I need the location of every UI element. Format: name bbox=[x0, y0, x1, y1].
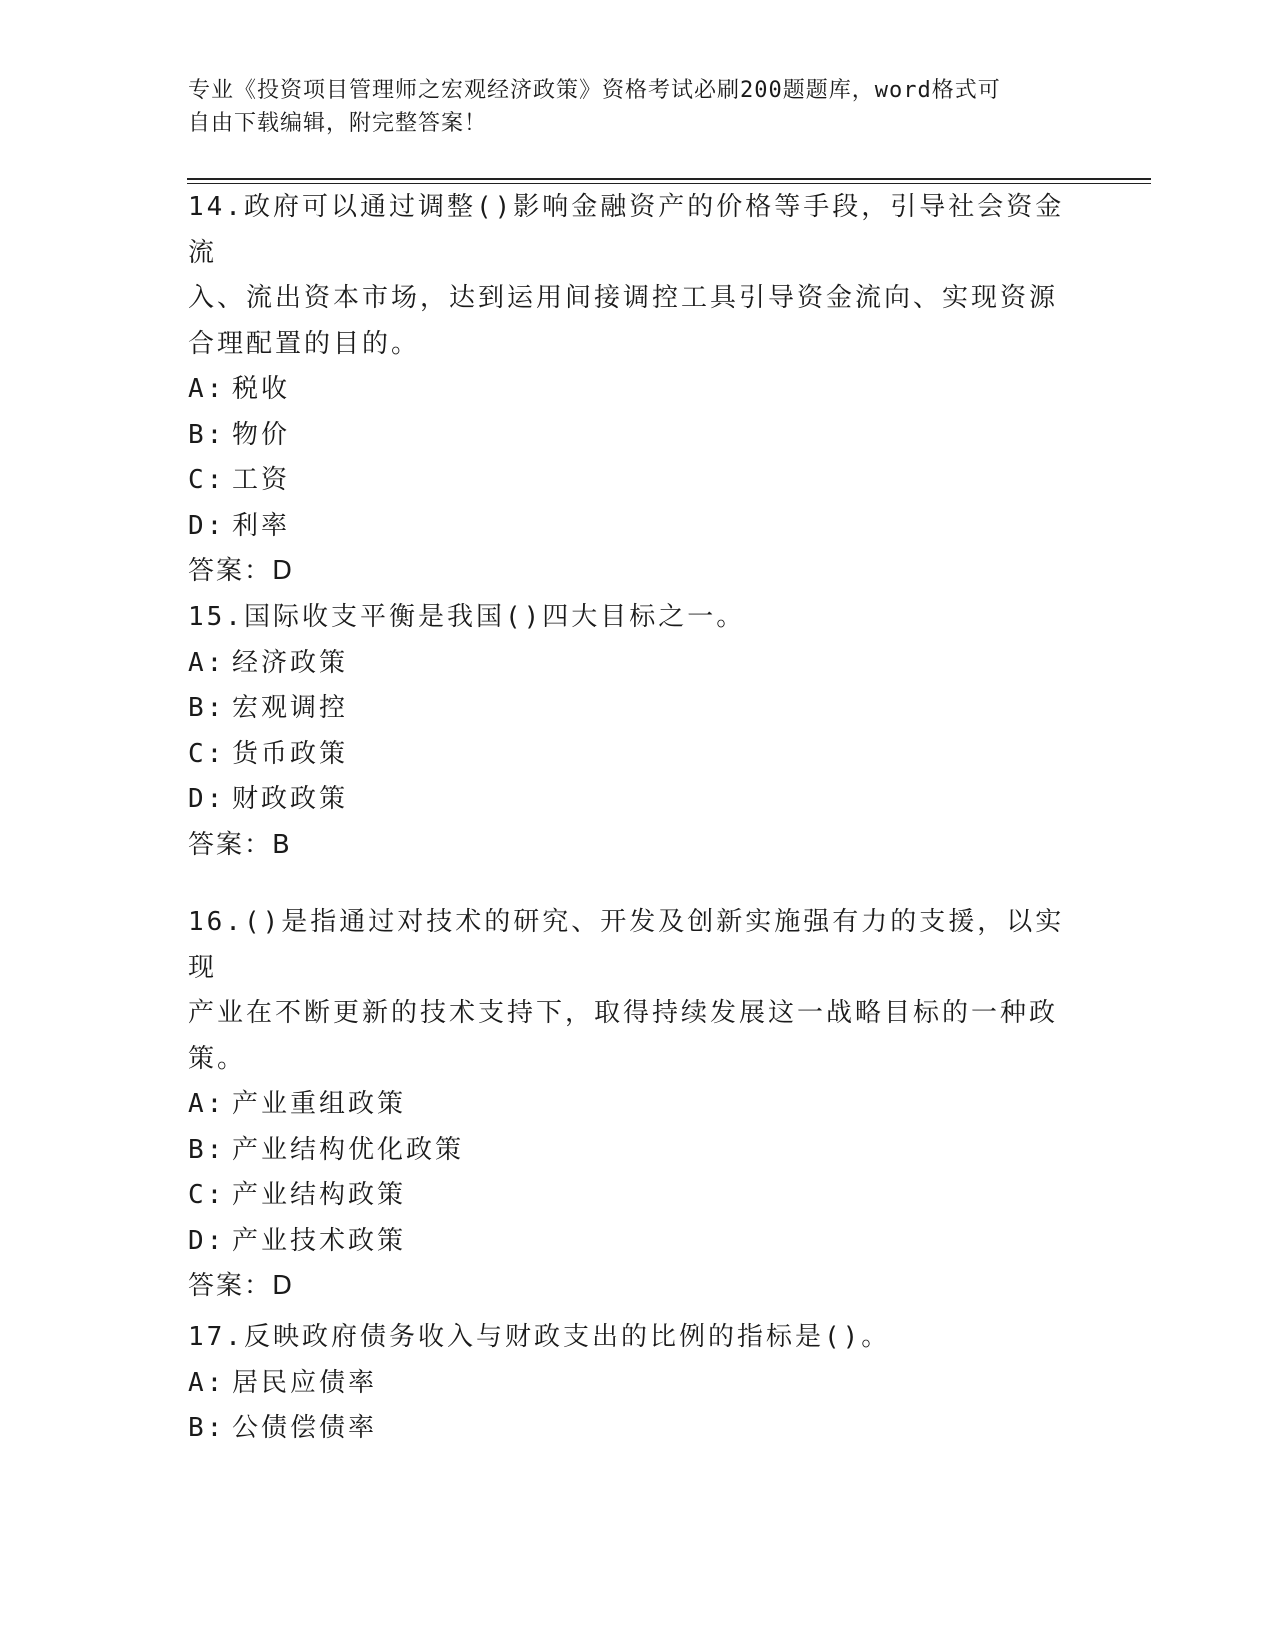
option-a bbox=[188, 1082, 1088, 1128]
option-text: 产业结构政策 bbox=[232, 1180, 407, 1210]
question-stem-line: 产业在不断更新的技术支持下，取得持续发展这一战略目标的一种政 bbox=[188, 998, 1059, 1028]
option-text: 产业技术政策 bbox=[232, 1225, 407, 1256]
option-a bbox=[188, 641, 1088, 687]
question-14 bbox=[188, 185, 1088, 595]
option-label: A: bbox=[188, 1367, 226, 1398]
option-c bbox=[188, 1173, 1088, 1219]
option-label: B: bbox=[188, 1413, 226, 1443]
option-text: 税收 bbox=[232, 374, 291, 404]
question-stem-line: 15.国际收支平衡是我国()四大目标之一。 bbox=[188, 602, 746, 632]
option-text: 利率 bbox=[232, 510, 291, 541]
option-label: D: bbox=[188, 784, 226, 814]
answer: 答案：D bbox=[188, 556, 295, 586]
header-divider-thin bbox=[187, 183, 1151, 184]
document-header bbox=[188, 74, 1068, 140]
option-label: B: bbox=[188, 1134, 226, 1165]
option-text: 财政政策 bbox=[232, 784, 349, 814]
option-c bbox=[188, 458, 1088, 504]
question-stem-line: 17.反映政府债务收入与财政支出的比例的指标是()。 bbox=[188, 1322, 891, 1352]
option-a bbox=[188, 1361, 1088, 1407]
option-label: B: bbox=[188, 693, 226, 723]
header-line-2: 自由下载编辑，附完整答案！ bbox=[188, 111, 488, 136]
question-16 bbox=[188, 900, 1088, 1310]
option-text: 宏观调控 bbox=[232, 693, 349, 723]
answer: 答案：D bbox=[188, 1271, 295, 1301]
option-text: 居民应债率 bbox=[232, 1367, 378, 1398]
option-b bbox=[188, 686, 1088, 732]
question-17 bbox=[188, 1315, 1088, 1452]
option-label: B: bbox=[188, 419, 226, 450]
option-text: 工资 bbox=[232, 465, 291, 495]
answer: 答案：B bbox=[188, 829, 292, 860]
question-stem-line: 14.政府可以通过调整()影响金融资产的价格等手段，引导社会资金流 bbox=[188, 192, 1065, 268]
option-label: D: bbox=[188, 1225, 226, 1256]
option-label: A: bbox=[188, 1089, 226, 1119]
question-15 bbox=[188, 595, 1088, 868]
option-d bbox=[188, 504, 1088, 550]
question-stem-line: 策。 bbox=[188, 1043, 247, 1074]
option-b bbox=[188, 1406, 1088, 1452]
option-text: 产业重组政策 bbox=[232, 1089, 407, 1119]
option-a bbox=[188, 367, 1088, 413]
question-stem-line: 16.()是指通过对技术的研究、开发及创新实施强有力的支援，以实现 bbox=[188, 907, 1065, 983]
option-b bbox=[188, 1128, 1088, 1174]
option-b bbox=[188, 413, 1088, 459]
question-stem-line: 入、流出资本市场，达到运用间接调控工具引导资金流向、实现资源 bbox=[188, 283, 1059, 313]
option-label: C: bbox=[188, 1180, 226, 1210]
option-text: 物价 bbox=[232, 419, 291, 450]
option-label: C: bbox=[188, 465, 226, 495]
option-text: 货币政策 bbox=[232, 738, 349, 769]
header-line-1: 专业《投资项目管理师之宏观经济政策》资格考试必刷200题题库，word格式可 bbox=[188, 78, 1001, 103]
option-text: 经济政策 bbox=[232, 647, 349, 678]
question-stem-line: 合理配置的目的。 bbox=[188, 328, 421, 359]
option-label: C: bbox=[188, 738, 226, 769]
option-label: A: bbox=[188, 374, 226, 404]
option-c bbox=[188, 732, 1088, 778]
header-divider bbox=[187, 178, 1151, 180]
option-d bbox=[188, 777, 1088, 823]
option-d bbox=[188, 1219, 1088, 1265]
option-text: 产业结构优化政策 bbox=[232, 1134, 465, 1165]
option-text: 公债偿债率 bbox=[232, 1413, 378, 1443]
option-label: A: bbox=[188, 647, 226, 678]
option-label: D: bbox=[188, 510, 226, 541]
